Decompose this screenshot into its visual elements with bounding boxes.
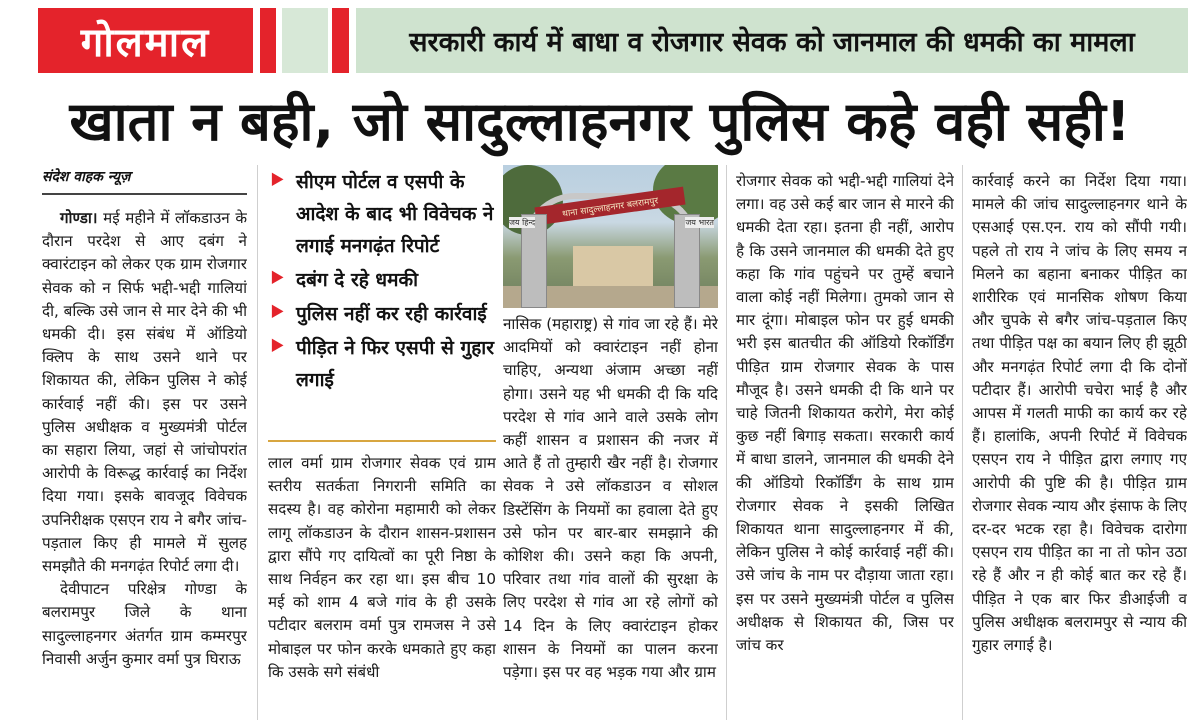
highlight-text: पीड़ित ने फिर एसपी से गुहार लगाई [296, 337, 494, 391]
highlight-text: दबंग दे रहे धमकी [296, 269, 418, 291]
column-3 [503, 313, 718, 720]
gate-right-text: जय भारत [685, 218, 714, 227]
gate-pillar-right [674, 214, 700, 308]
highlight-item [268, 332, 496, 396]
paragraph: लाल वर्मा ग्राम रोजगार सेवक एवं ग्राम स्तरीय सतर्कता निगरानी समिति का सदस्य है। वह कोरोना महामारी को लेकर लागू लॉकडाउन के दौरान शासन-प्रशासन द्वारा सौंपे गए दायित्वों का पूरी निष्ठा के साथ निर्वहन कर रहा था। इस बीच 10 मई को शाम 4 बजे गांव के ही उसके पटीदार बलराम वर्मा पुत्र रामजस ने उसे मोबाइल पर फोन करके धमकाते हुए कहा कि उसके सगे संबंधी [268, 454, 496, 681]
dateline: गोण्डा। [60, 209, 98, 227]
arrow-icon: ⯈ [268, 301, 286, 326]
paragraph [42, 207, 247, 578]
highlight-list [268, 166, 496, 398]
paragraph: रोजगार सेवक को भद्दी-भद्दी गालियां देने लगा। वह उसे कई बार जान से मारने की धमकी देता रहा। इतना ही नहीं, आरोप है कि उसने जानमाल की धमकी देते हुए कहा कि गांव पहुंचने पर तुम्हें बचाने वाला कोई नहीं मिलेगा। तुमको जान से मार दूंगा। मोबाइल फोन पर हुई धमकी भरी इस बातचीत की ऑडियो रिकॉर्डिंग पीड़ित ग्राम रोजगार सेवक के पास मौजूद है। उसने धमकी दी कि थाने पर चाहे जितनी शिकायत करोगे, मेरा कोई कुछ नहीं बिगाड़ सकता। सरकारी कार्य में बाधा डालने, जानमाल की धमकी देने की ऑडियो रिकॉर्डिंग के साथ ग्राम रोजगार सेवक ने इसकी लिखित शिकायत थाना सादुल्लाहनगर में की, लेकिन पुलिस ने कोई कार्रवाई नहीं की। उसे जांच के नाम पर दौड़ाया जाता रहा। इस पर उसने मुख्यमंत्री पोर्टल व पुलिस अधीक्षक से शिकायत की, जिस पर जांच कर [736, 172, 954, 655]
kicker-strap: सरकारी कार्य में बाधा व रोजगार सेवक को जानमाल की धमकी का मामला [356, 8, 1188, 73]
highlight-item [268, 166, 496, 262]
arrow-icon: ⯈ [268, 267, 286, 292]
column-divider [962, 165, 963, 720]
paragraph-text: मई महीने में लॉकडाउन के दौरान परदेश से आए दबंग ने क्वारंटाइन को लेकर एक ग्राम रोजगार सेवक को न सिर्फ भद्दी-भद्दी गालियां दी, बल्कि उसे जान से मार देने की भी धमकी दी। इस संबंध में ऑडियो क्लिप के साथ उसने थाने पर शिकायत की, लेकिन पुलिस ने कोई कार्रवाई नहीं की। इस पर उसने पुलिस अधीक्षक व मुख्यमंत्री पोर्टल का सहारा लिया, जहां से जांचोपरांत आरोपी के विरूद्ध कार्रवाई का निर्देश दिया गया। इसके बावजूद विवेचक उपनिरीक्षक एसएन राय ने बगैर जांच-पड़ताल किए ही मामले में सुलह समझौते की मनगढ़ंत रिपोर्ट लगा दी। [42, 209, 247, 576]
arrow-icon: ⯈ [268, 335, 286, 360]
column-2 [268, 452, 496, 720]
highlight-item [268, 298, 496, 330]
highlight-item [268, 264, 496, 296]
gate-left-text: जय हिन्द [509, 218, 536, 227]
column-5 [972, 170, 1187, 720]
section-tag: गोलमाल [38, 8, 253, 73]
gate-pillar-left [521, 214, 547, 308]
police-station-photo [503, 165, 718, 308]
column-divider [726, 165, 727, 720]
headline: खाता न बही, जो सादुल्लाहनगर पुलिस कहे वही सही! [69, 90, 1131, 153]
arrow-icon: ⯈ [268, 169, 286, 194]
paragraph: नासिक (महाराष्ट्र) से गांव जा रहे हैं। मेरे आदमियों को क्वारंटाइन नहीं होना चाहिए, अन्यथा अंजाम अच्छा नहीं होगा। उसने यह भी धमकी दी कि यदि परदेश से गांव आने वाले उसके लोग कहीं शासन व प्रशासन की नजर में आते हैं तो तुम्हारी खैर नहीं है। रोजगार सेवक ने उसे लॉकडाउन व सोशल डिस्टेंसिंग के नियमों का हवाला देते हुए उसे फोन पर बार-बार समझाने की कोशिश की। उसने कहा कि अपनी, परिवार तथा गांव वालों की सुरक्षा के लिए परदेश से गांव आ रहे लोगों को 14 दिन के लिए क्वारंटाइन होकर शासन के नियमों का पालन करना पड़ेगा। इस पर वह भड़क गया और ग्राम [503, 315, 718, 682]
column-4 [736, 170, 954, 720]
highlight-rule [268, 440, 496, 442]
decor-bar [260, 8, 276, 73]
sign-text: थाना सादुल्लाहनगर बलरामपुर [561, 196, 659, 220]
paragraph: कार्रवाई करने का निर्देश दिया गया। मामले की जांच सादुल्लाहनगर थाने के एसआई एस.एन. राय को सौंपी गयी। पहले तो राय ने जांच के लिए समय न मिलने का बहाना बनाकर पीड़ित का शारीरिक एवं मानसिक शोषण किया और चुपके से बगैर जांच-पड़ताल किए तथा पीड़ित पक्ष का बयान लिए ही झूठी और मनगढ़ंत रिपोर्ट लगा दी कि दोनों पटीदार हैं। आरोपी चचेरा भाई है और आपस में गलती माफी का कार्य कर रहे हैं। हालांकि, अपनी रिपोर्ट में विवेचक एसएन राय ने पीड़ित द्वारा लगाए गए आरोपी की पुष्टि की है। पीड़ित ग्राम रोजगार सेवक न्याय और इंसाफ के लिए दर-दर भटक रहा है। विवेचक दारोगा एसएन राय पीड़ित का ना तो फोन उठा रहे हैं और न ही कोई बात कर रहे हैं। पीड़ित ने एक बार फिर डीआईजी व पुलिस अधीक्षक बलरामपुर से न्याय की गुहार लगाई है। [972, 172, 1187, 655]
byline: संदेश वाहक न्यूज़ [42, 167, 247, 195]
decor-tint [282, 8, 328, 73]
column-1 [42, 207, 247, 720]
building-shape [573, 246, 653, 286]
column-divider [257, 165, 258, 720]
paragraph: देवीपाटन परिक्षेत्र गोण्डा के बलरामपुर जिले के थाना सादुल्लाहनगर अंतर्गत ग्राम कम्मरपुर निवासी अर्जुन कुमार वर्मा पुत्र घिराऊ [42, 580, 247, 668]
decor-bar-2 [332, 8, 349, 73]
highlight-text: पुलिस नहीं कर रही कार्रवाई [296, 303, 487, 325]
highlight-text: सीएम पोर्टल व एसपी के आदेश के बाद भी विवेचक ने लगाई मनगढ़ंत रिपोर्ट [296, 171, 494, 257]
